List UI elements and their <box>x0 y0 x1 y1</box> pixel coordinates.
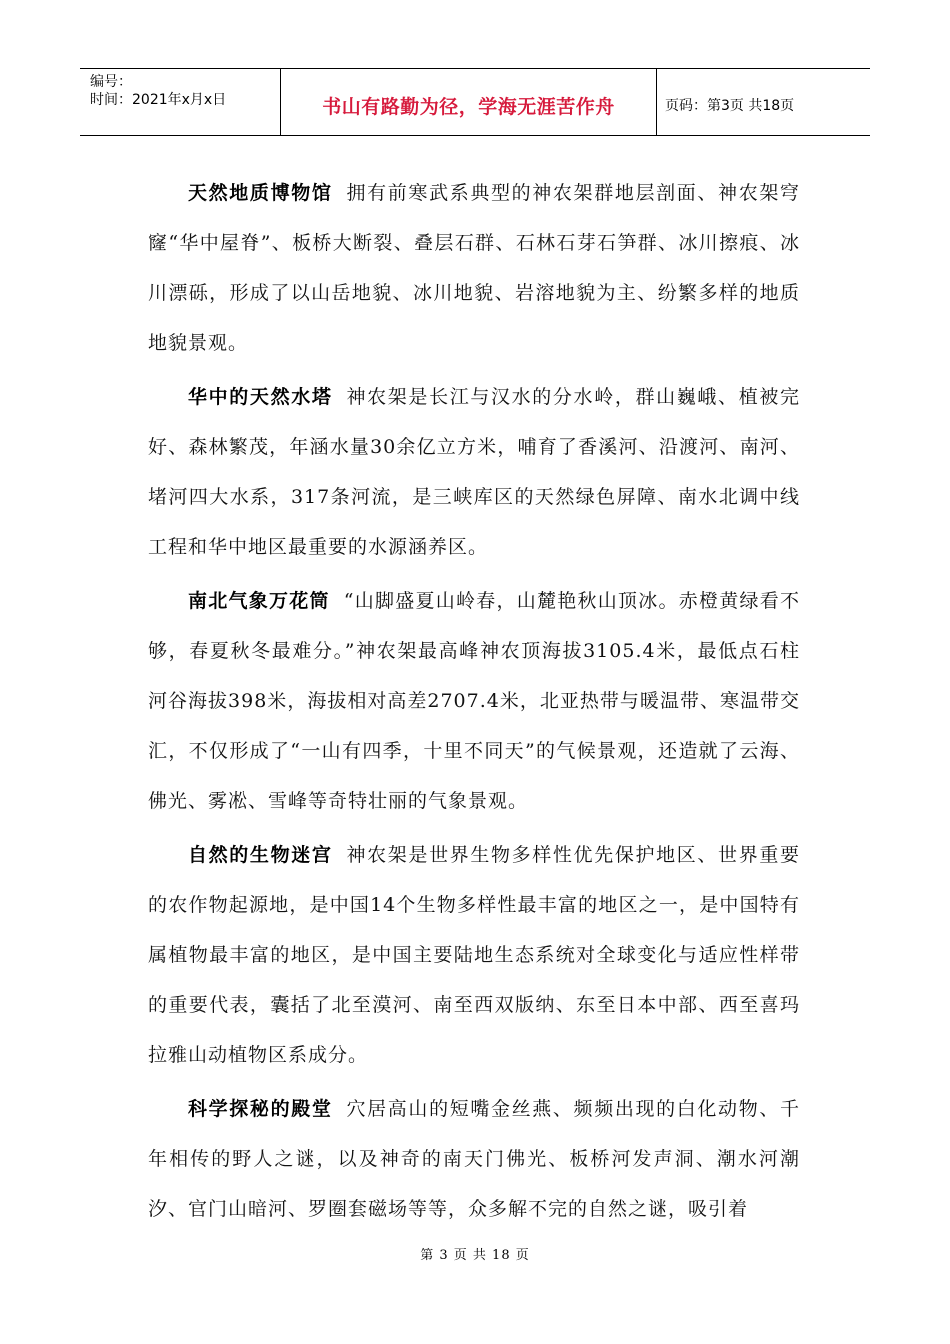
paragraph-climate <box>148 576 800 826</box>
header-page-label: 页码：第3页 共18页 <box>665 98 795 114</box>
paragraph-text: 拥有前寒武系典型的神农架群地层剖面、神农架穹窿“华中屋脊”、板桥大断裂、叠层石群、石林石芽石笋群、冰川擦痕、冰川漂砾，形成了以山岳地貌、冰川地貌、岩溶地貌为主、纷繁多样的地质地貌景观。 <box>148 182 800 354</box>
paragraph-text: “山脚盛夏山岭春，山麓艳秋山顶冰。赤橙黄绿看不够，春夏秋冬最难分。”神农架最高峰神农顶海拔3105.4米，最低点石柱河谷海拔398米，海拔相对高差2707.4米，北亚热带与暖温带、寒温带交汇，不仅形成了“一山有四季，十里不同天”的气候景观，还造就了云海、佛光、雾凇、雪峰等奇特壮丽的气象景观。 <box>148 590 800 812</box>
paragraph-lead: 科学探秘的殿堂 <box>188 1098 333 1120</box>
paragraph-science <box>148 1084 800 1234</box>
paragraph-lead: 天然地质博物馆 <box>188 182 333 204</box>
paragraph-geology <box>148 168 800 368</box>
paragraph-text: 神农架是长江与汉水的分水岭，群山巍峨、植被完好、森林繁茂，年涵水量30余亿立方米，哺育了香溪河、沿渡河、南河、堵河四大水系，317条河流，是三峡库区的天然绿色屏障、南水北调中线工程和华中地区最重要的水源涵养区。 <box>148 386 800 558</box>
header-number-label: 编号： <box>90 74 132 90</box>
paragraph-lead: 南北气象万花筒 <box>188 590 330 612</box>
paragraph-water-tower <box>148 372 800 572</box>
paragraph-text: 神农架是世界生物多样性优先保护地区、世界重要的农作物起源地，是中国14个生物多样性最丰富的地区之一，是中国特有属植物最丰富的地区，是中国主要陆地生态系统对全球变化与适应性样带的重要代表，囊括了北至漠河、南至西双版纳、东至日本中部、西至喜玛拉雅山动植物区系成分。 <box>148 844 800 1066</box>
header-time-label: 时间：2021年x月x日 <box>90 92 227 108</box>
page-footer <box>0 1244 950 1263</box>
header-motto-cell <box>281 69 657 135</box>
header-motto: 书山有路勤为径，学海无涯苦作舟 <box>322 95 615 118</box>
paragraph-lead: 华中的天然水塔 <box>188 386 333 408</box>
document-body <box>148 168 800 1234</box>
paragraph-biology <box>148 830 800 1080</box>
header-page-cell <box>657 69 870 135</box>
paragraph-text: 穴居高山的短嘴金丝燕、频频出现的白化动物、千年相传的野人之谜，以及神奇的南天门佛光、板桥河发声洞、潮水河潮汐、官门山暗河、罗圈套磁场等等，众多解不完的自然之谜，吸引着 <box>148 1098 800 1220</box>
footer-page-number: 第 3 页 共 18 页 <box>420 1248 530 1263</box>
document-header <box>80 68 870 136</box>
paragraph-lead: 自然的生物迷宫 <box>188 844 333 866</box>
header-meta <box>80 69 281 135</box>
